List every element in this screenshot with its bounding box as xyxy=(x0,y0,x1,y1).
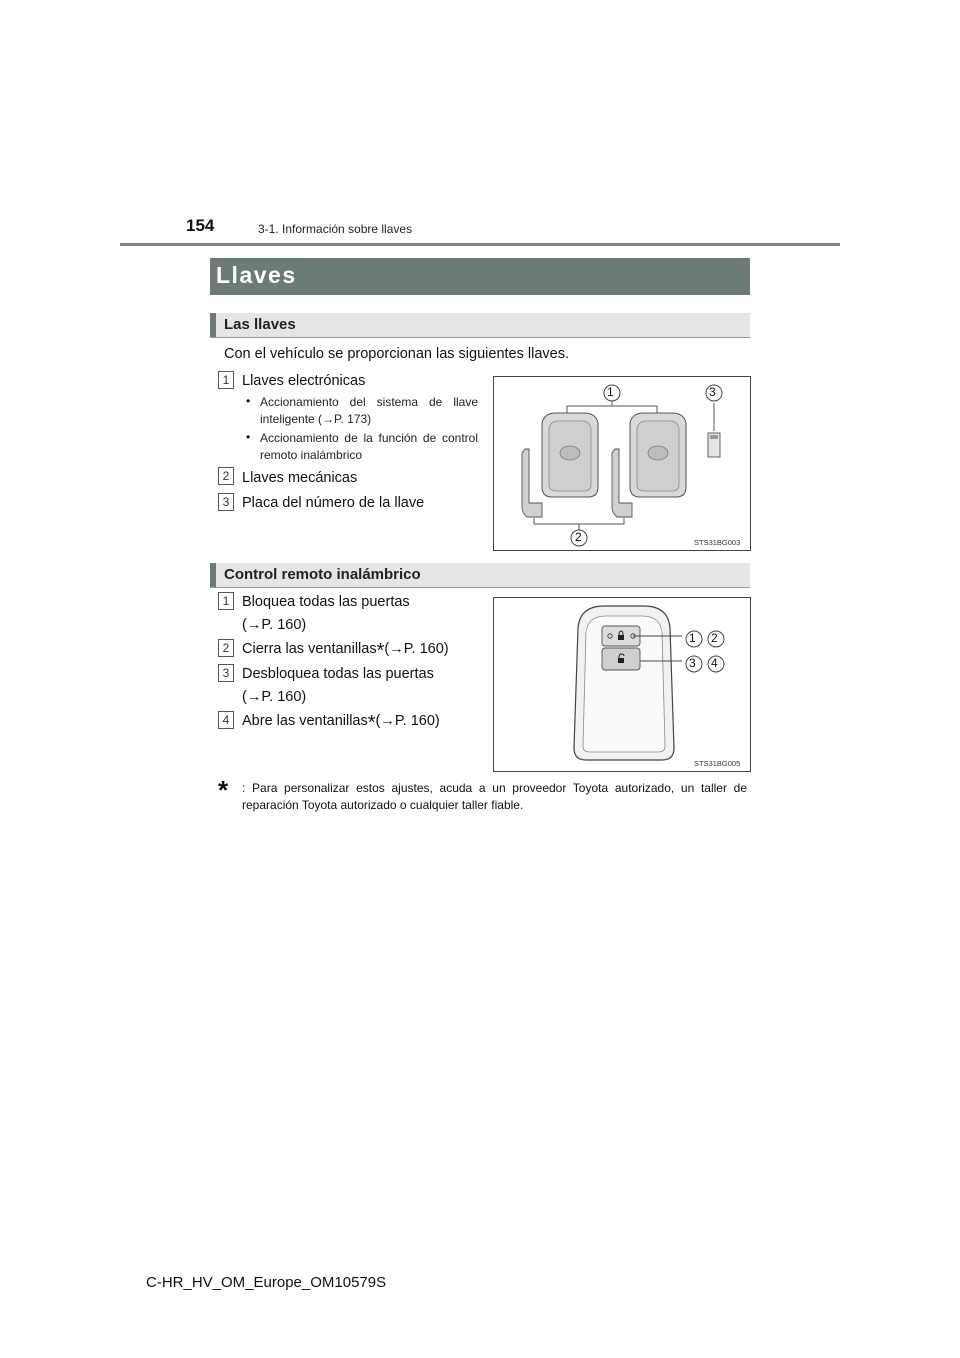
asterisk: * xyxy=(367,712,376,734)
page-title: Llaves xyxy=(216,262,297,288)
item-label: Llaves electrónicas xyxy=(242,373,366,389)
callout-1: 1 xyxy=(689,631,696,645)
item-label-text: Abre las ventanillas xyxy=(242,713,368,729)
callout-4: 4 xyxy=(711,656,718,670)
callout-3: 3 xyxy=(709,385,716,399)
figure-code: STS31BG003 xyxy=(694,538,741,547)
callout-1: 1 xyxy=(607,385,614,399)
item-ref: (→P. 160) xyxy=(384,641,449,657)
callout-3: 3 xyxy=(689,656,696,670)
page-number: 154 xyxy=(186,216,215,235)
bullet-text: Accionamiento de la función de control remoto inalámbrico xyxy=(260,431,478,462)
item-number-3: 3 xyxy=(218,493,234,511)
keys-illustration xyxy=(494,377,750,550)
item-number-4: 4 xyxy=(218,711,234,729)
item-ref: (→P. 160) xyxy=(242,689,307,705)
item-ref: (→P. 160) xyxy=(242,617,307,633)
section-heading-las-llaves xyxy=(210,313,750,338)
item-ref: (→P. 160) xyxy=(375,713,440,729)
asterisk: * xyxy=(376,640,385,662)
heading-accent xyxy=(210,313,216,337)
item-number-2: 2 xyxy=(218,467,234,485)
callout-2: 2 xyxy=(575,530,582,544)
section-heading-text: Las llaves xyxy=(224,316,296,333)
section-heading-control-remoto xyxy=(210,563,750,588)
footnote-text: : Para personalizar estos ajustes, acuda a un proveedor Toyota autorizado, un taller de reparación Toyota autorizado o cualquier taller fiable. xyxy=(242,781,747,812)
remote-illustration xyxy=(494,598,750,771)
bullet-dot: • xyxy=(246,394,251,408)
remote-figure xyxy=(493,597,751,772)
item-number-3: 3 xyxy=(218,664,234,682)
item-number-2: 2 xyxy=(218,639,234,657)
item-label: Placa del número de la llave xyxy=(242,495,425,511)
keys-figure xyxy=(493,376,751,551)
callout-2: 2 xyxy=(711,631,718,645)
item-number-1: 1 xyxy=(218,592,234,610)
bullet-text: Accionamiento del sistema de llave inteligente (→P. 173) xyxy=(260,395,478,426)
bullet-dot: • xyxy=(246,430,251,444)
section-heading-text: Control remoto inalámbrico xyxy=(224,566,421,583)
item-label: Bloquea todas las puertas xyxy=(242,594,410,610)
figure-code: STS31BG005 xyxy=(694,759,741,768)
item-label: Llaves mecánicas xyxy=(242,470,358,486)
header-rule xyxy=(120,243,840,246)
item-label: Desbloquea todas las puertas xyxy=(242,666,434,682)
item-label-text: Cierra las ventanillas xyxy=(242,641,377,657)
footnote-asterisk: * xyxy=(218,775,229,805)
item-number-1: 1 xyxy=(218,371,234,389)
section-label: 3-1. Información sobre llaves xyxy=(258,222,413,236)
item-label xyxy=(242,638,449,661)
document-id-footer: C-HR_HV_OM_Europe_OM10579S xyxy=(146,1274,387,1291)
item-label xyxy=(242,710,440,733)
intro-text: Con el vehículo se proporcionan las siguientes llaves. xyxy=(224,346,569,362)
heading-accent xyxy=(210,563,216,587)
